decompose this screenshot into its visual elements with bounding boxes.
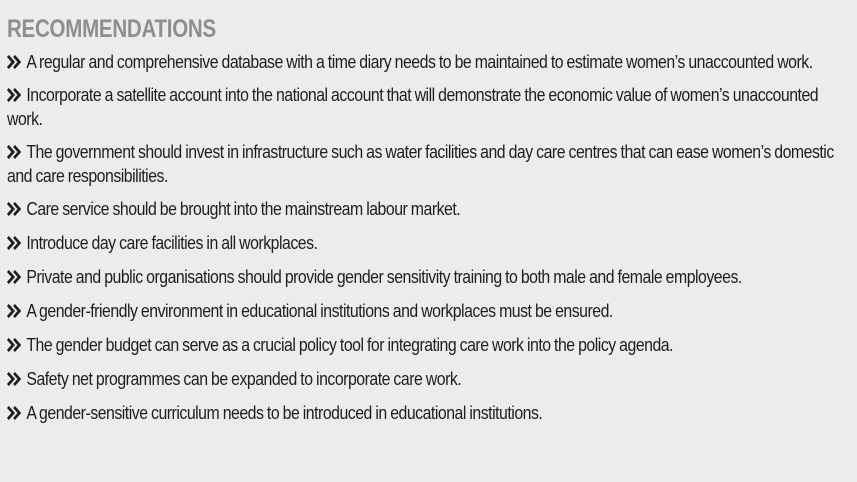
list-item-text: Introduce day care facilities in all workplaces. [26, 233, 318, 253]
list-item [7, 140, 856, 188]
list-item-text: Private and public organisations should provide gender sensitivity training to both male and female employees. [26, 267, 742, 287]
list-item [7, 265, 856, 289]
list-item [7, 401, 856, 425]
list-item [7, 333, 856, 357]
double-chevron-right-icon [7, 270, 22, 284]
double-chevron-right-icon [7, 372, 22, 386]
double-chevron-right-icon [7, 88, 22, 102]
list-item-text: Safety net programmes can be expanded to incorporate care work. [26, 369, 462, 389]
list-item [7, 367, 856, 391]
list-item-text: A regular and comprehensive database with a time diary needs to be maintained to estimate women’s unaccounted work. [26, 52, 813, 72]
recommendations-list [7, 50, 847, 425]
list-item [7, 197, 856, 221]
double-chevron-right-icon [7, 406, 22, 420]
list-item [7, 231, 856, 255]
list-item [7, 83, 856, 131]
list-item-text: A gender-friendly environment in educational institutions and workplaces must be ensured. [26, 301, 613, 321]
double-chevron-right-icon [7, 304, 22, 318]
list-item-text: Care service should be brought into the mainstream labour market. [26, 199, 461, 219]
list-item [7, 50, 856, 74]
double-chevron-right-icon [7, 55, 22, 69]
list-item-text: A gender-sensitive curriculum needs to be introduced in educational institutions. [26, 403, 543, 423]
list-item-text: Incorporate a satellite account into the national account that will demonstrate the economic value of women’s unaccounted work. [7, 85, 819, 129]
list-item [7, 299, 856, 323]
list-item-text: The gender budget can serve as a crucial policy tool for integrating care work into the policy agenda. [26, 335, 674, 355]
double-chevron-right-icon [7, 202, 22, 216]
section-heading: RECOMMENDATIONS [7, 15, 216, 43]
double-chevron-right-icon [7, 236, 22, 250]
list-item-text: The government should invest in infrastructure such as water facilities and day care centres that can ease women’s domestic and care responsibilities. [7, 142, 834, 186]
double-chevron-right-icon [7, 338, 22, 352]
double-chevron-right-icon [7, 145, 22, 159]
